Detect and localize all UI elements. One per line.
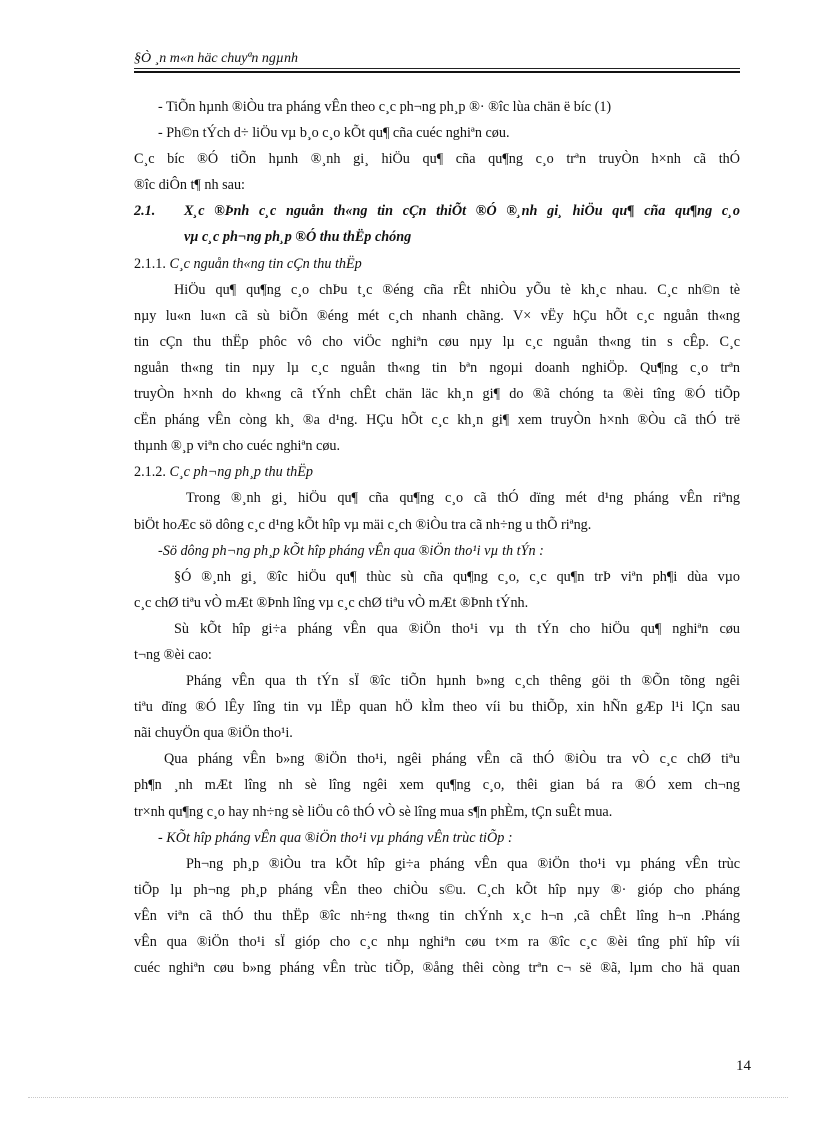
paragraph-mail-interview <box>134 668 740 746</box>
method-heading-phone-direct <box>134 825 740 851</box>
paragraph-combination <box>134 616 740 668</box>
section-title-line: vµ c¸c ph¬ng ph¸p ®Ó thu thËp chóng <box>184 229 412 246</box>
subsection-heading-2-1-1 <box>134 251 740 277</box>
paragraph-line: cËn pháng vÊn còng kh¸ ®a d¹ng. HÇu hÕt c¸c kh¸n gi¶ xem truyÒn h×nh ®Òu cã thÓ trë <box>134 412 740 429</box>
paragraph-line: vÊn qua ®iÖn tho¹i sÏ gióp cho c¸c nhµ nghiªn cøu t×m ra ®îc c¸c ®èi tîng phï hîp víi <box>134 934 740 950</box>
section-title-line: X¸c ®Þnh c¸c nguån th«ng tin cÇn thiÕt ®Ó ®¸nh gi¸ hiÖu qu¶ cña qu¶ng c¸o <box>184 203 740 220</box>
subsection-number: 2.1.2. <box>134 464 170 481</box>
paragraph-line: ®îc diÔn t¶ nh sau: <box>134 177 245 194</box>
paragraph-depth-interview <box>134 851 740 981</box>
paragraph-line: Trong ®¸nh gi¸ hiÖu qu¶ cña qu¶ng c¸o cã thÓ dïng mét d¹ng pháng vÊn riªng <box>186 490 740 507</box>
paragraph-line: §Ó ®¸nh gi¸ ®îc hiÖu qu¶ thùc sù cña qu¶ng c¸o, c¸c qu¶n trÞ viªn ph¶i dùa vµo <box>174 568 740 585</box>
method-heading-phone-mail <box>134 538 740 564</box>
paragraph-line: nãi chuyÖn qua ®iÖn tho¹i. <box>134 725 293 742</box>
paragraph-line: tin cÇn thu thËp phôc vô cho viÖc nghiªn cøu nµy lµ c¸c nguån th«ng tin s cÊp. C¸c <box>134 333 740 350</box>
paragraph-line: HiÖu qu¶ qu¶ng c¸o chÞu t¸c ®éng cña rÊt nhiÒu yÕu tè kh¸c nhau. C¸c nh©n tè <box>174 281 740 298</box>
paragraph-line: -Sö dông ph¬ng ph¸p kÕt hîp pháng vÊn qua ®iÖn tho¹i vµ th tÝn : <box>158 542 544 559</box>
paragraph-evaluation <box>134 564 740 616</box>
paragraph-line: Sù kÕt hîp gi÷a pháng vÊn qua ®iÖn tho¹i vµ th tÝn cho hiÖu qu¶ nghiªn cøu <box>174 620 740 637</box>
bullet-line: - TiÕn hµnh ®iÒu tra pháng vÊn theo c¸c ph¬ng ph¸p ®· ®îc lùa chän ë bíc (1) <box>158 99 612 115</box>
paragraph-line: truyÒn h×nh do kh«ng cã tÝnh chÊt chän läc kh¸n gi¶ do ®ã chóng ta ®èi tîng ®Ó tiÕp <box>134 386 740 403</box>
paragraph-line: c¸c chØ tiªu vÒ mÆt ®Þnh lîng vµ c¸c chØ tiªu vÒ mÆt ®Þnh tÝnh. <box>134 594 529 611</box>
section-heading-2-1 <box>134 198 740 250</box>
header-rule-thin <box>134 68 740 69</box>
page-body <box>134 94 740 981</box>
running-header: §Ò ¸n m«n häc chuyªn ngµnh <box>134 51 298 66</box>
paragraph-line: Pháng vÊn qua th tÝn sÏ ®îc tiÕn hµnh b»ng c¸ch thêng göi th ®Õn tõng ngêi <box>186 673 740 690</box>
footer-dotted-line <box>28 1097 788 1098</box>
header-rule-thick <box>134 71 740 73</box>
paragraph-line: nguån th«ng tin nµy lµ c¸c nguån th«ng tin bªn ngoµi doanh nghiÖp. Qu¶ng c¸o trªn <box>134 359 740 376</box>
paragraph-line: C¸c bíc ®Ó tiÕn hµnh ®¸nh gi¸ hiÖu qu¶ cña qu¶ng c¸o trªn truyÒn h×nh cã thÓ <box>134 151 740 168</box>
paragraph-line: Qua pháng vÊn b»ng ®iÖn tho¹i, ngêi pháng vÊn cã thÓ ®iÒu tra vÒ c¸c chØ tiªu <box>164 751 740 768</box>
paragraph-line: - KÕt hîp pháng vÊn qua ®iÖn tho¹i vµ pháng vÊn trùc tiÕp : <box>158 829 513 846</box>
bullet-line: - Ph©n tÝch d÷ liÖu vµ b¸o c¸o kÕt qu¶ cña cuéc nghiªn cøu. <box>158 125 510 142</box>
paragraph-line: t¬ng ®èi cao: <box>134 646 212 663</box>
paragraph-line: Ph¬ng ph¸p ®iÒu tra kÕt hîp gi÷a pháng vÊn qua ®iÖn tho¹i vµ pháng vÊn trùc <box>186 855 740 872</box>
subsection-heading-2-1-2 <box>134 459 740 485</box>
paragraph-line: tiÕp lµ ph¬ng ph¸p pháng vÊn theo chiÒu s©u. C¸ch kÕt hîp nµy ®· gióp cho pháng <box>134 881 740 898</box>
bullet-step-1 <box>134 94 740 120</box>
paragraph-line: ph¶n ¸nh mÆt lîng nh sè lîng ngêi xem qu¶ng c¸o, thêi gian bá ra ®Ó xem ch¬ng <box>134 777 740 794</box>
bullet-step-2 <box>134 120 740 146</box>
subsection-title: C¸c ph¬ng ph¸p thu thËp <box>169 464 314 481</box>
subsection-title: C¸c nguån th«ng tin cÇn thu thËp <box>169 255 362 272</box>
intro-paragraph <box>134 146 740 198</box>
paragraph-info-sources <box>134 277 740 460</box>
paragraph-line: cuéc nghiªn cøu b»ng pháng vÊn trùc tiÕp, ®ång thêi còng trªn c¬ së ®ã, lµm cho hä quan <box>134 960 740 977</box>
section-number: 2.1. <box>134 203 156 220</box>
page-number: 14 <box>736 1058 751 1074</box>
paragraph-line: nµy lu«n lu«n cã sù biÕn ®éng mét c¸ch nhanh chãng. V× vËy hÇu hÕt c¸c nguån th«ng <box>134 307 740 324</box>
paragraph-line: vÊn viªn cã thÓ thu thËp ®îc nh÷ng th«ng tin chÝnh x¸c h¬n ,cã chÊt lîng h¬n .Pháng <box>134 907 740 924</box>
subsection-number: 2.1.1. <box>134 255 170 272</box>
paragraph-line: thµnh ®¸p viªn cho cuéc nghiªn cøu. <box>134 438 341 455</box>
paragraph-phone-interview <box>134 746 740 824</box>
paragraph-line: biÖt hoÆc sö dông c¸c d¹ng kÕt hîp vµ mäi c¸ch ®iÒu tra cã nh÷ng u thÕ riªng. <box>134 516 592 533</box>
paragraph-line: tr×nh qu¶ng c¸o hay nh÷ng sè liÖu cô thÓ vÒ sè lîng mua s¶n phÈm, tÇn suÊt mua. <box>134 803 613 820</box>
paragraph-line: tiªu dïng ®Ó lÊy lîng tin vµ lËp quan hÖ kÌm theo víi bu thiÕp, xin hÑn gÆp l¹i lÇn sau <box>134 699 740 716</box>
paragraph-methods <box>134 485 740 537</box>
